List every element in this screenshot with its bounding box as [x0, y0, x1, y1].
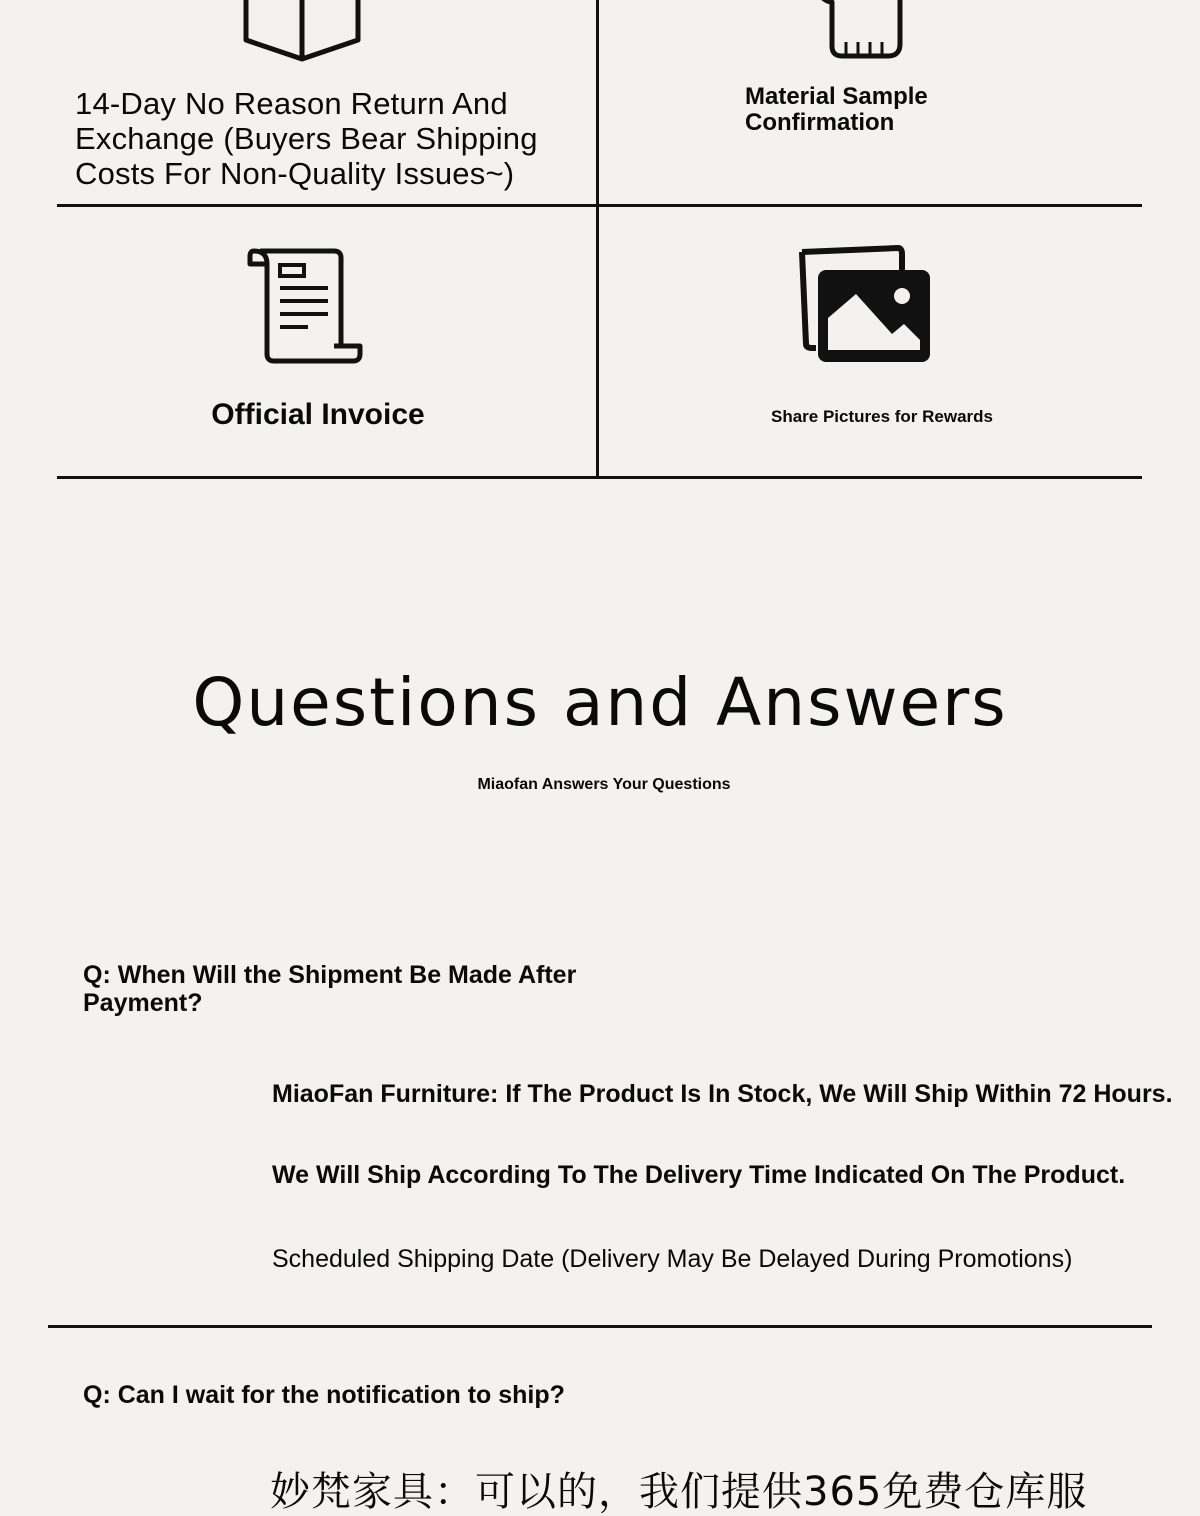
return-policy-text: 14-Day No Reason Return And Exchange (Buyers Bear Shipping Costs For Non-Quality Issues~) [75, 86, 538, 191]
pictures-icon [792, 246, 934, 366]
answer-2-line-1: 妙梵家具：可以的，我们提供365免费仓库服 [270, 1469, 1088, 1515]
page-title: Questions and Answers [192, 664, 1008, 741]
grid-divider-bottom [57, 476, 1142, 479]
material-sample-text: Material Sample Confirmation [745, 83, 928, 136]
answer-1-line-3: Scheduled Shipping Date (Delivery May Be Delayed During Promotions) [272, 1245, 1073, 1273]
grid-divider-middle [57, 204, 1142, 207]
box-icon [236, 0, 366, 62]
qa-divider [48, 1325, 1152, 1328]
answer-1-line-2: We Will Ship According To The Delivery Time Indicated On The Product. [272, 1161, 1126, 1189]
answer-1-line-1: MiaoFan Furniture: If The Product Is In Stock, We Will Ship Within 72 Hours. [272, 1080, 1173, 1108]
scroll-document-icon [246, 248, 366, 366]
question-1: Q: When Will the Shipment Be Made After Payment? [83, 961, 577, 1017]
share-pictures-label: Share Pictures for Rewards [770, 407, 994, 426]
official-invoice-label: Official Invoice [211, 398, 425, 431]
question-2: Q: Can I wait for the notification to ship? [83, 1381, 565, 1409]
page-subtitle: Miaofan Answers Your Questions [477, 776, 731, 793]
hand-icon [808, 0, 908, 62]
grid-divider-vertical [596, 0, 599, 478]
